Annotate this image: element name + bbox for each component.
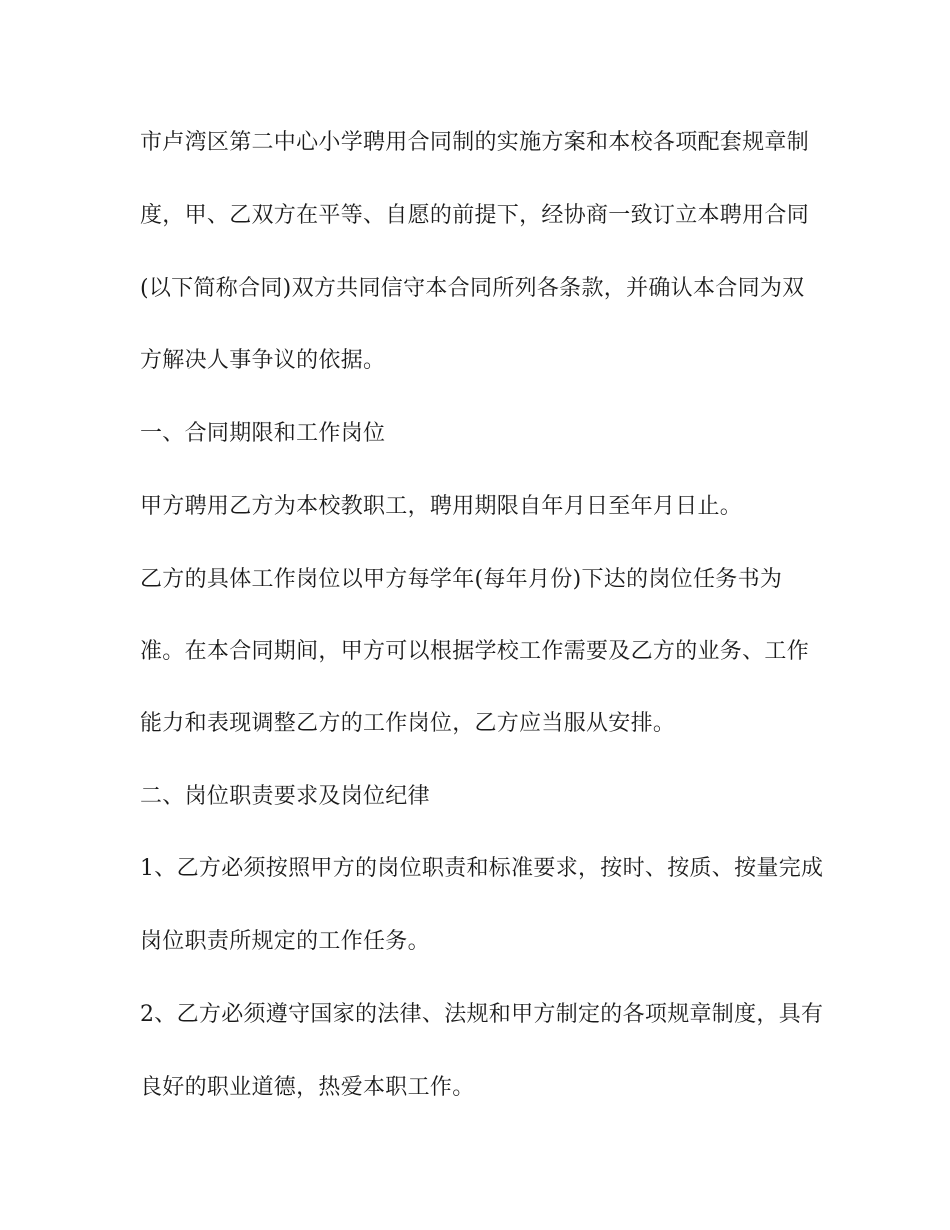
paragraph-line: 方解决人事争议的依据。 [140, 348, 386, 373]
paragraph-line: 甲方聘用乙方为本校教职工，聘用期限自年月日至年月日止。 [140, 494, 743, 519]
list-item-1: 1、乙方必须按照甲方的岗位职责和标准要求，按时、按质、按量完成 [140, 856, 824, 881]
list-item-1-continued: 岗位职责所规定的工作任务。 [140, 929, 430, 954]
paragraph-line: 市卢湾区第二中心小学聘用合同制的实施方案和本校各项配套规章制 [140, 130, 810, 155]
paragraph-line: 能力和表现调整乙方的工作岗位，乙方应当服从安排。 [140, 711, 676, 736]
section-heading-2: 二、岗位职责要求及岗位纪律 [140, 784, 430, 809]
paragraph-line: 准。在本合同期间，甲方可以根据学校工作需要及乙方的业务、工作 [140, 639, 810, 664]
list-item-2-continued: 良好的职业道德，热爱本职工作。 [140, 1075, 475, 1100]
paragraph-line: 乙方的具体工作岗位以甲方每学年(每年月份)下达的岗位任务书为 [140, 567, 783, 592]
list-item-2: 2、乙方必须遵守国家的法律、法规和甲方制定的各项规章制度，具有 [140, 1002, 824, 1027]
paragraph-line: 度，甲、乙双方在平等、自愿的前提下，经协商一致订立本聘用合同 [140, 203, 810, 228]
section-heading-1: 一、合同期限和工作岗位 [140, 421, 386, 446]
paragraph-line: (以下简称合同)双方共同信守本合同所列各条款，并确认本合同为双 [140, 276, 805, 301]
